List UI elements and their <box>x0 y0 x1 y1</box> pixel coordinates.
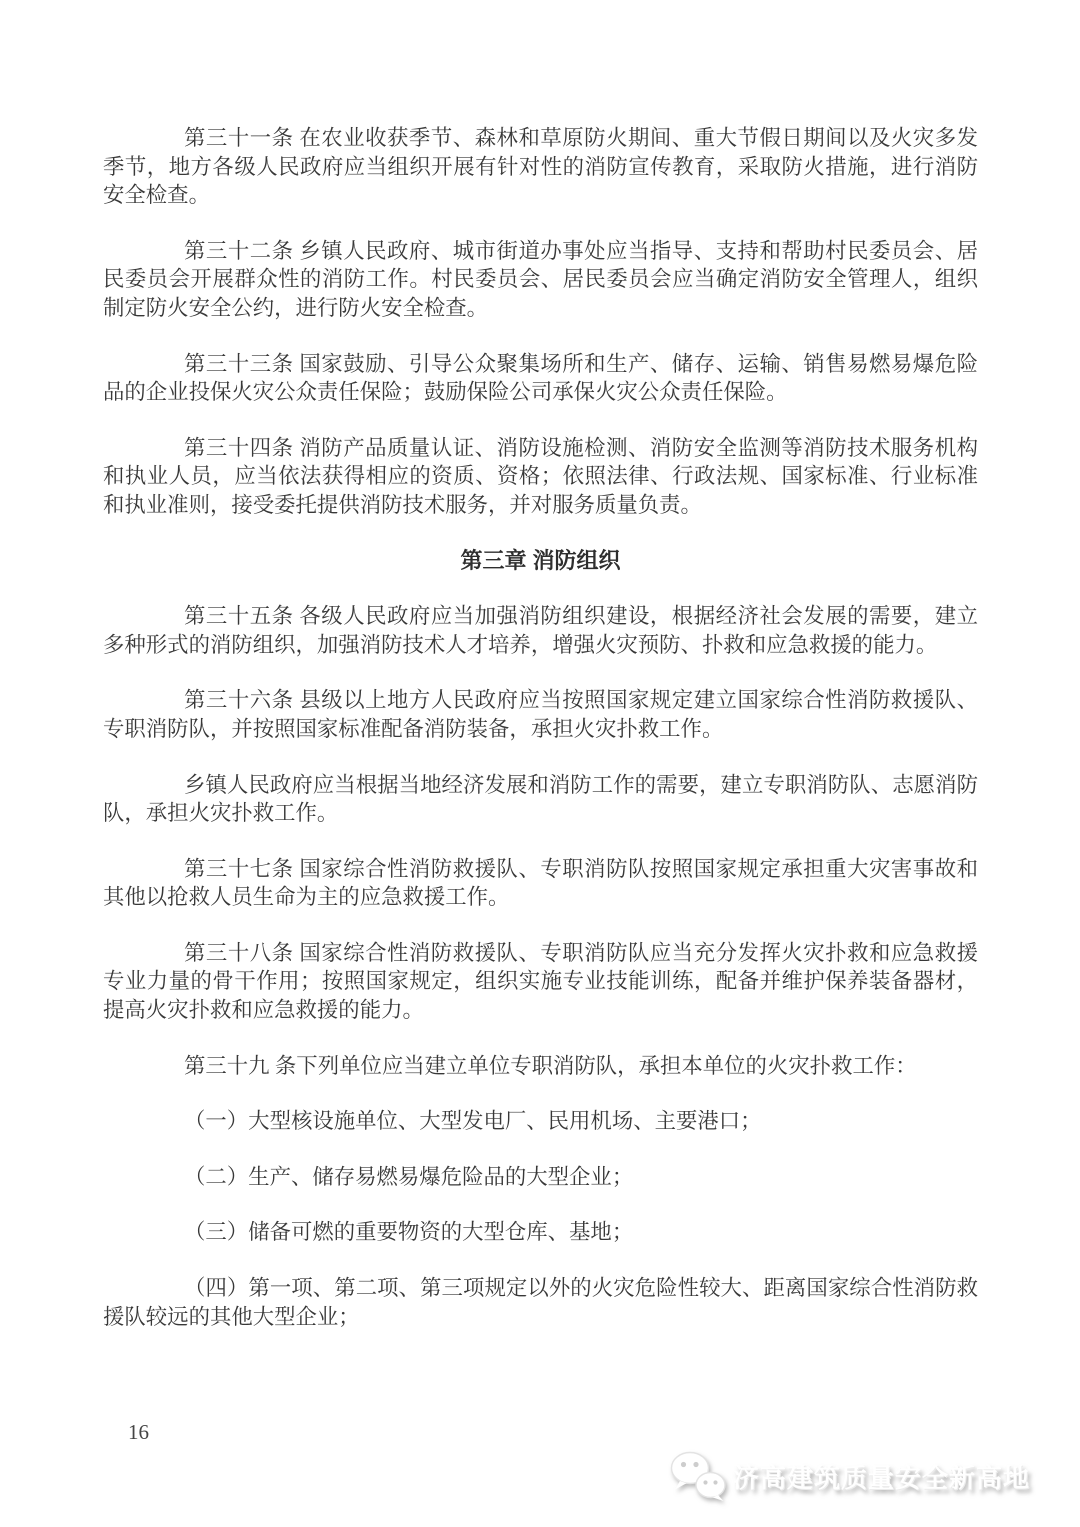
watermark <box>669 1450 1030 1502</box>
article-33-paragraph: 第三十三条 国家鼓励、引导公众聚集场所和生产、储存、运输、销售易燃易爆危险品的企业投保火灾公众责任保险；鼓励保险公司承保火灾公众责任保险。 <box>103 351 978 405</box>
article-39-item-3: （三）储备可燃的重要物资的大型仓库、基地； <box>184 1220 634 1245</box>
wechat-icon <box>669 1450 727 1502</box>
article-31-paragraph: 第三十一条 在农业收获季节、森林和草原防火期间、重大节假日期间以及火灾多发季节，地方各级人民政府应当组织开展有针对性的消防宣传教育，采取防火措施，进行消防安全检查。 <box>103 126 978 208</box>
article-32-paragraph: 第三十二条 乡镇人民政府、城市街道办事处应当指导、支持和帮助村民委员会、居民委员会开展群众性的消防工作。村民委员会、居民委员会应当确定消防安全管理人，组织制定防火安全公约，进行防火安全检查。 <box>103 238 978 320</box>
chapter-3-heading: 第三章 消防组织 <box>460 547 621 573</box>
document-body <box>103 124 978 1358</box>
article-34-paragraph: 第三十四条 消防产品质量认证、消防设施检测、消防安全监测等消防技术服务机构和执业人员，应当依法获得相应的资质、资格；依照法律、行政法规、国家标准、行业标准和执业准则，接受委托提供消防技术服务，并对服务质量负责。 <box>103 435 978 517</box>
article-39-item-1: （一）大型核设施单位、大型发电厂、民用机场、主要港口； <box>184 1109 762 1134</box>
article-35-paragraph: 第三十五条 各级人民政府应当加强消防组织建设，根据经济社会发展的需要，建立多种形式的消防组织，加强消防技术人才培养，增强火灾预防、扑救和应急救援的能力。 <box>103 604 978 657</box>
article-39-lead-paragraph: 第三十九 条下列单位应当建立单位专职消防队，承担本单位的火灾扑救工作： <box>184 1053 917 1078</box>
watermark-text: 济高建筑质量安全新高地 <box>732 1462 1030 1493</box>
page-number: 16 <box>128 1420 149 1444</box>
article-37-paragraph: 第三十七条 国家综合性消防救援队、专职消防队按照国家规定承担重大灾害事故和其他以抢救人员生命为主的应急救援工作。 <box>103 856 978 910</box>
article-38-paragraph: 第三十八条 国家综合性消防救援队、专职消防队应当充分发挥火灾扑救和应急救援专业力量的骨干作用；按照国家规定，组织实施专业技能训练，配备并维护保养装备器材，提高火灾扑救和应急救援的能力。 <box>103 940 978 1023</box>
article-36-paragraph: 第三十六条 县级以上地方人民政府应当按照国家规定建立国家综合性消防救援队、专职消防队，并按照国家标准配备消防装备，承担火灾扑救工作。 <box>103 688 978 741</box>
article-39-item-4: （四）第一项、第二项、第三项规定以外的火灾危险性较大、距离国家综合性消防救援队较远的其他大型企业； <box>103 1276 978 1329</box>
article-39-item-2: （二）生产、储存易燃易爆危险品的大型企业； <box>184 1164 634 1189</box>
article-36-continuation-paragraph: 乡镇人民政府应当根据当地经济发展和消防工作的需要，建立专职消防队、志愿消防队，承担火灾扑救工作。 <box>103 772 978 826</box>
